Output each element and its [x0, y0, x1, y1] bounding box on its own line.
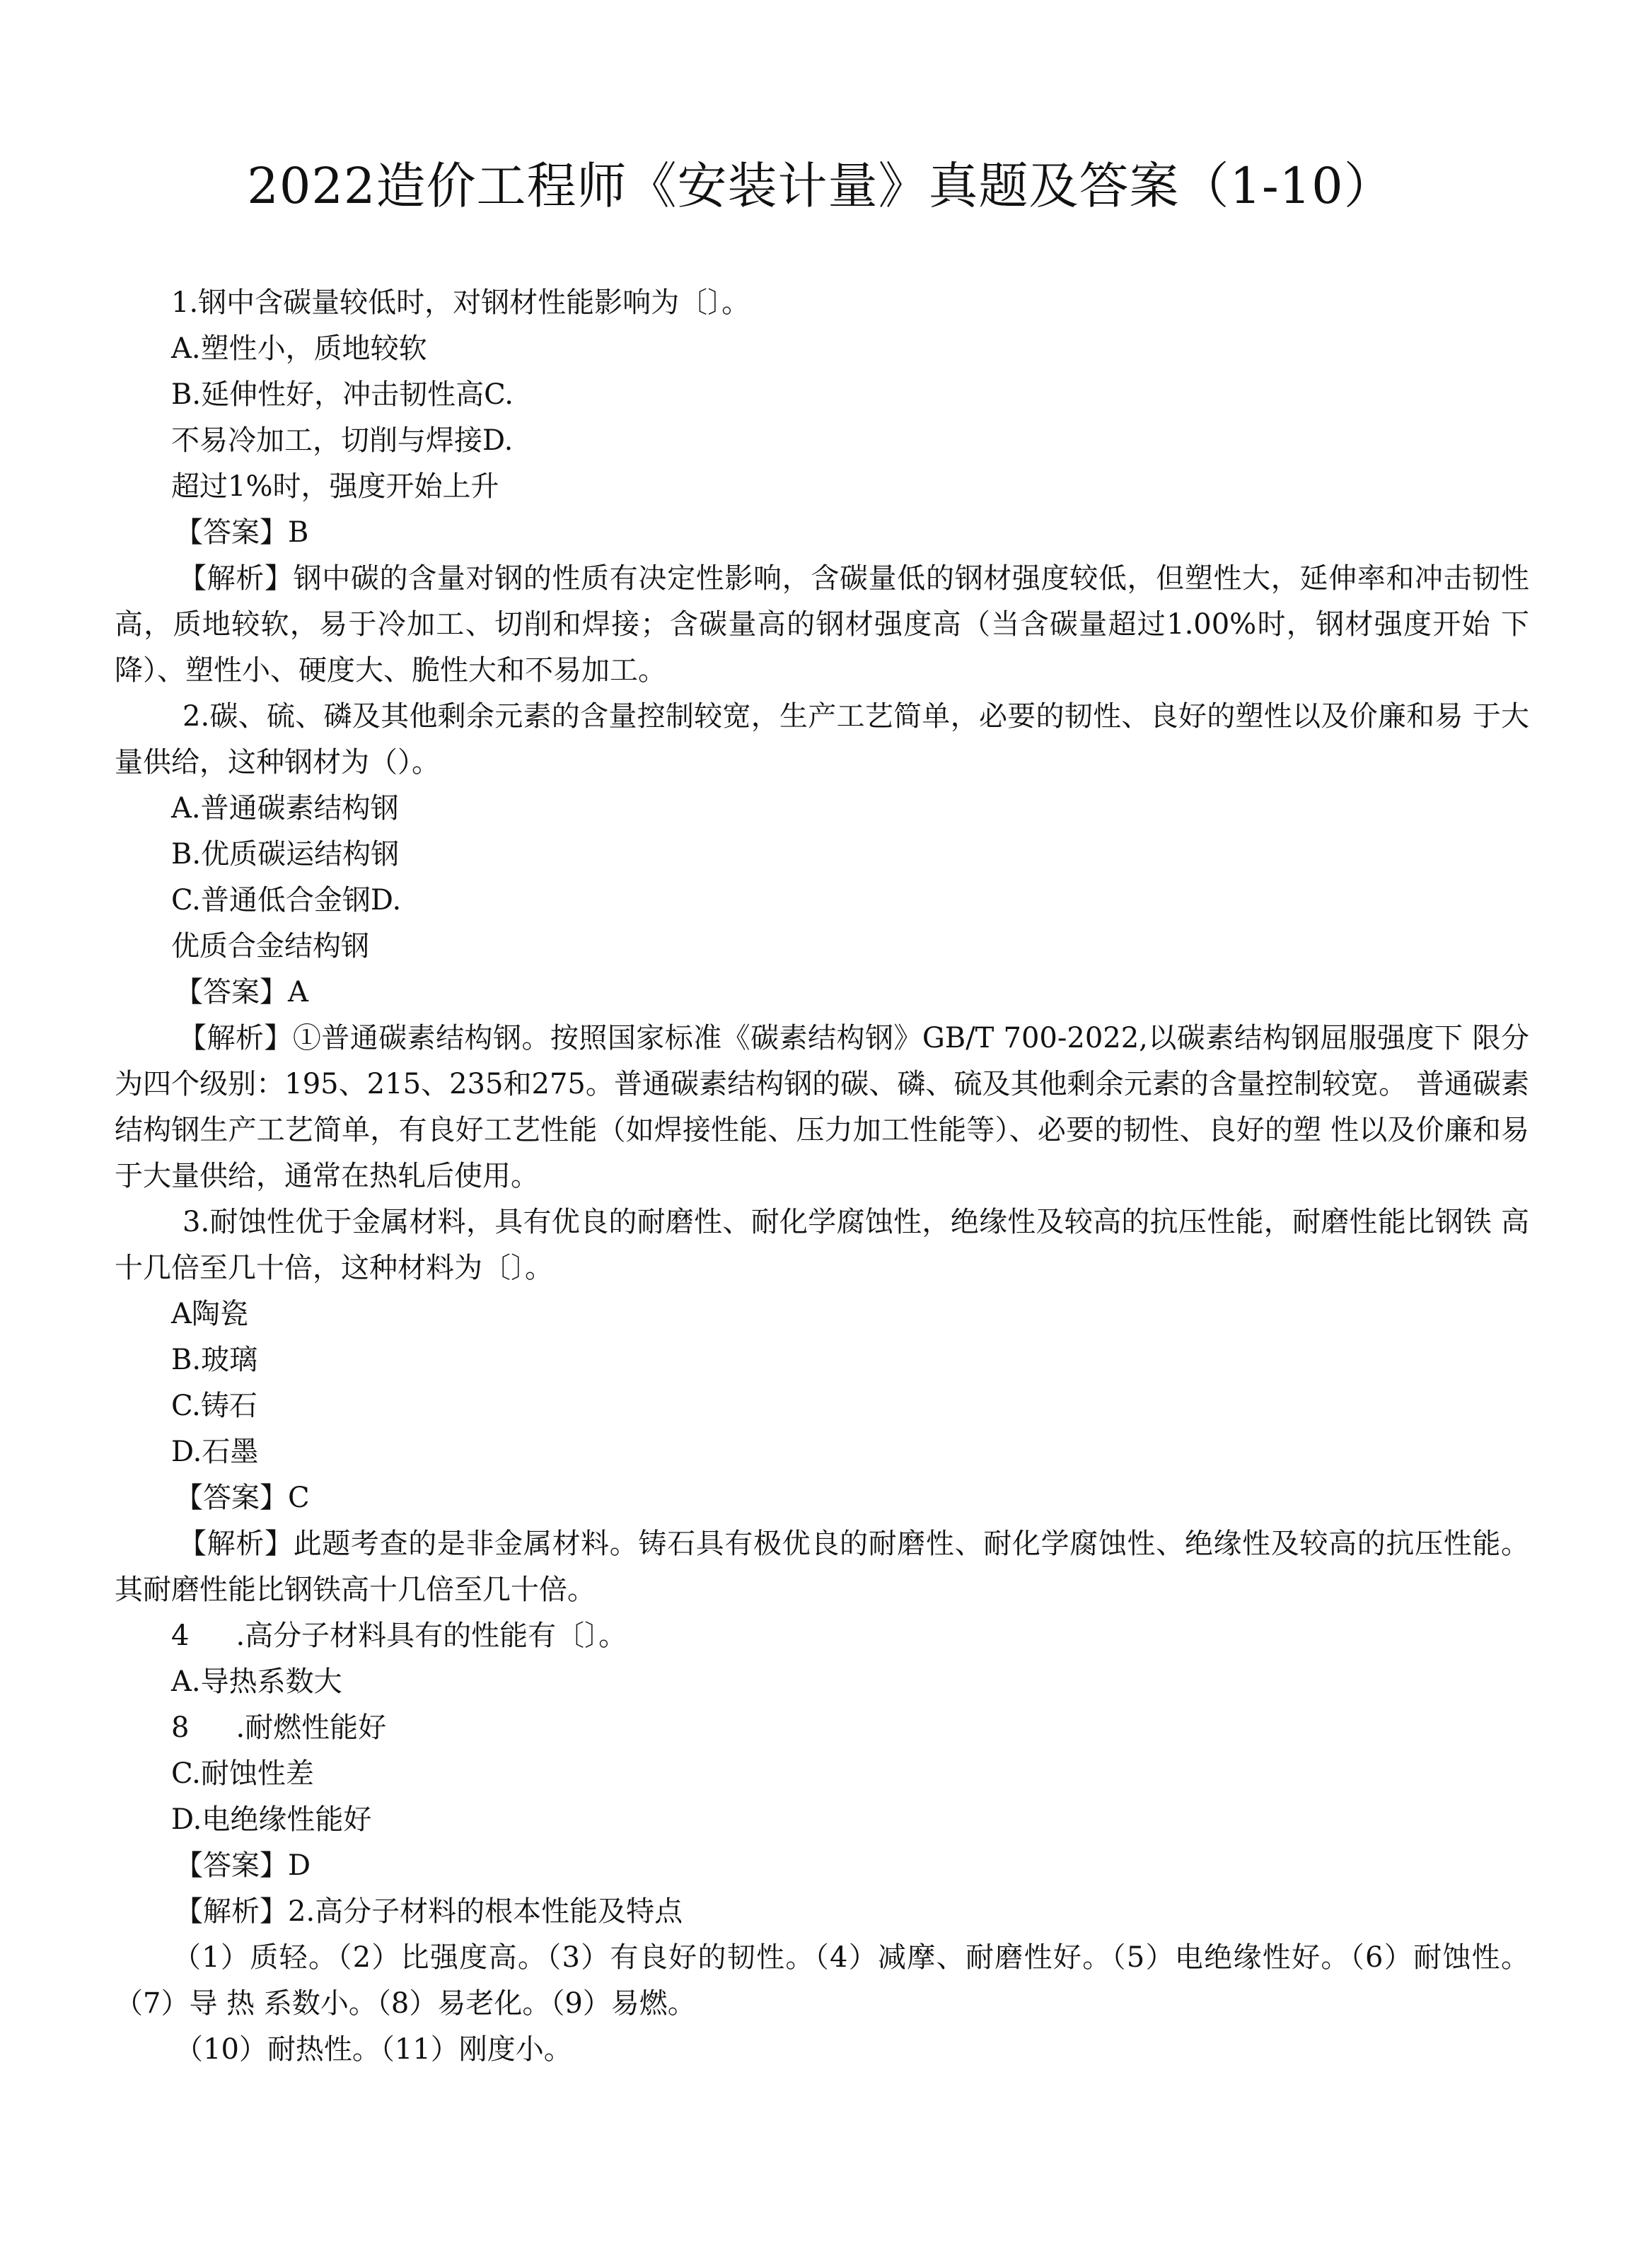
- page-title: 2022造价工程师《安装计量》真题及答案（1-10）: [247, 157, 1394, 215]
- question-3-analysis: 【解析】此题考查的是非金属材料。铸石具有极优良的耐磨性、耐化学腐蚀性、绝缘性及较高的抗压性能。 其耐磨性能比钢铁高十几倍至几十倍。: [115, 1528, 1529, 1606]
- question-4-option-b-line: [115, 1705, 1529, 1751]
- question-2-stem: 2.碳、硫、磷及其他剩余元素的含量控制较宽，生产工艺简单，必要的韧性、良好的塑性以及价廉和易 于大 量供给，这种钢材为（）。: [115, 700, 1529, 779]
- question-2-option-d: 优质合金结构钢: [171, 930, 369, 963]
- question-2-answer: 【答案】A: [175, 976, 308, 1008]
- question-4-analysis-tail: （10）耐热性。（11）刚度小。: [175, 2033, 572, 2066]
- question-4-analysis-body: （1）质轻。（2）比强度高。（3）有良好的韧性。（4）减摩、耐磨性好。（5）电绝缘性好。（6）耐蚀性。（7）导 热 系数小。（8）易老化。（9）易燃。: [115, 1941, 1529, 2020]
- question-4-analysis-heading: 【解析】2.高分子材料的根本性能及特点: [175, 1895, 683, 1928]
- question-3-option-d: D.石墨: [171, 1436, 259, 1468]
- question-3-stem: 3.耐蚀性优于金属材料，具有优良的耐磨性、耐化学腐蚀性，绝缘性及较高的抗压性能，耐磨性能比钢铁 高十几倍至几十倍，这种材料为〔〕。: [115, 1206, 1529, 1284]
- question-3-answer: 【答案】C: [175, 1482, 310, 1514]
- question-2-analysis: 【解析】①普通碳素结构钢。按照国家标准《碳素结构钢》GB/T 700-2022,以碳素结构钢屈服强度下 限分为四个级别：195、215、235和275。普通碳素结构钢的碳、磷、硫及其他剩余元素的含量控制较宽。 普通碳素结构钢生产工艺简单，有良好工艺性能（如焊接性能、压力加工性能等）、必要的韧性、良好的塑 性以及价廉和易于大量供给，通常在热轧后使用。: [115, 1022, 1529, 1192]
- question-1-option-c: 不易冷加工，切削与焊接D.: [171, 424, 514, 457]
- question-4-option-b-number: 8: [171, 1711, 190, 1744]
- question-4-stem: .高分子材料具有的性能有〔〕。: [236, 1619, 627, 1652]
- question-4-option-b: .耐燃性能好: [236, 1711, 387, 1744]
- question-4-option-a: A.导热系数大: [171, 1665, 342, 1698]
- question-1-stem: 1.钢中含碳量较低时，对钢材性能影响为〔〕。: [171, 286, 750, 319]
- question-1-option-a: A.塑性小，质地较软: [171, 332, 427, 365]
- question-3-option-a: A陶瓷: [171, 1298, 248, 1330]
- question-2-option-b: B.优质碳运结构钢: [171, 838, 400, 871]
- question-1-analysis: 【解析】钢中碳的含量对钢的性质有决定性影响，含碳量低的钢材强度较低，但塑性大，延伸率和冲击韧性 高，质地较软，易于冷加工、切削和焊接；含碳量高的钢材强度高（当含碳量超过1.00%时，钢材强度开始 下降）、塑性小、硬度大、脆性大和不易加工。: [115, 562, 1529, 687]
- document-body: [115, 280, 1529, 2073]
- question-1-option-d: 超过1%时，强度开始上升: [171, 470, 499, 503]
- question-3-option-c: C.铸石: [171, 1390, 257, 1422]
- question-1-answer: 【答案】B: [175, 516, 309, 549]
- question-4-answer: 【答案】D: [175, 1849, 311, 1882]
- question-1-option-b: B.延伸性好，冲击韧性高C.: [171, 378, 514, 411]
- question-4-option-c: C.耐蚀性差: [171, 1757, 314, 1790]
- question-2-option-a: A.普通碳素结构钢: [171, 792, 399, 825]
- question-4-option-d: D.电绝缘性能好: [171, 1803, 372, 1836]
- question-4-number: 4: [171, 1619, 190, 1652]
- question-3-option-b: B.玻璃: [171, 1344, 258, 1376]
- question-4-stem-line: [115, 1613, 1529, 1659]
- question-2-option-c: C.普通低合金钢D.: [171, 884, 402, 917]
